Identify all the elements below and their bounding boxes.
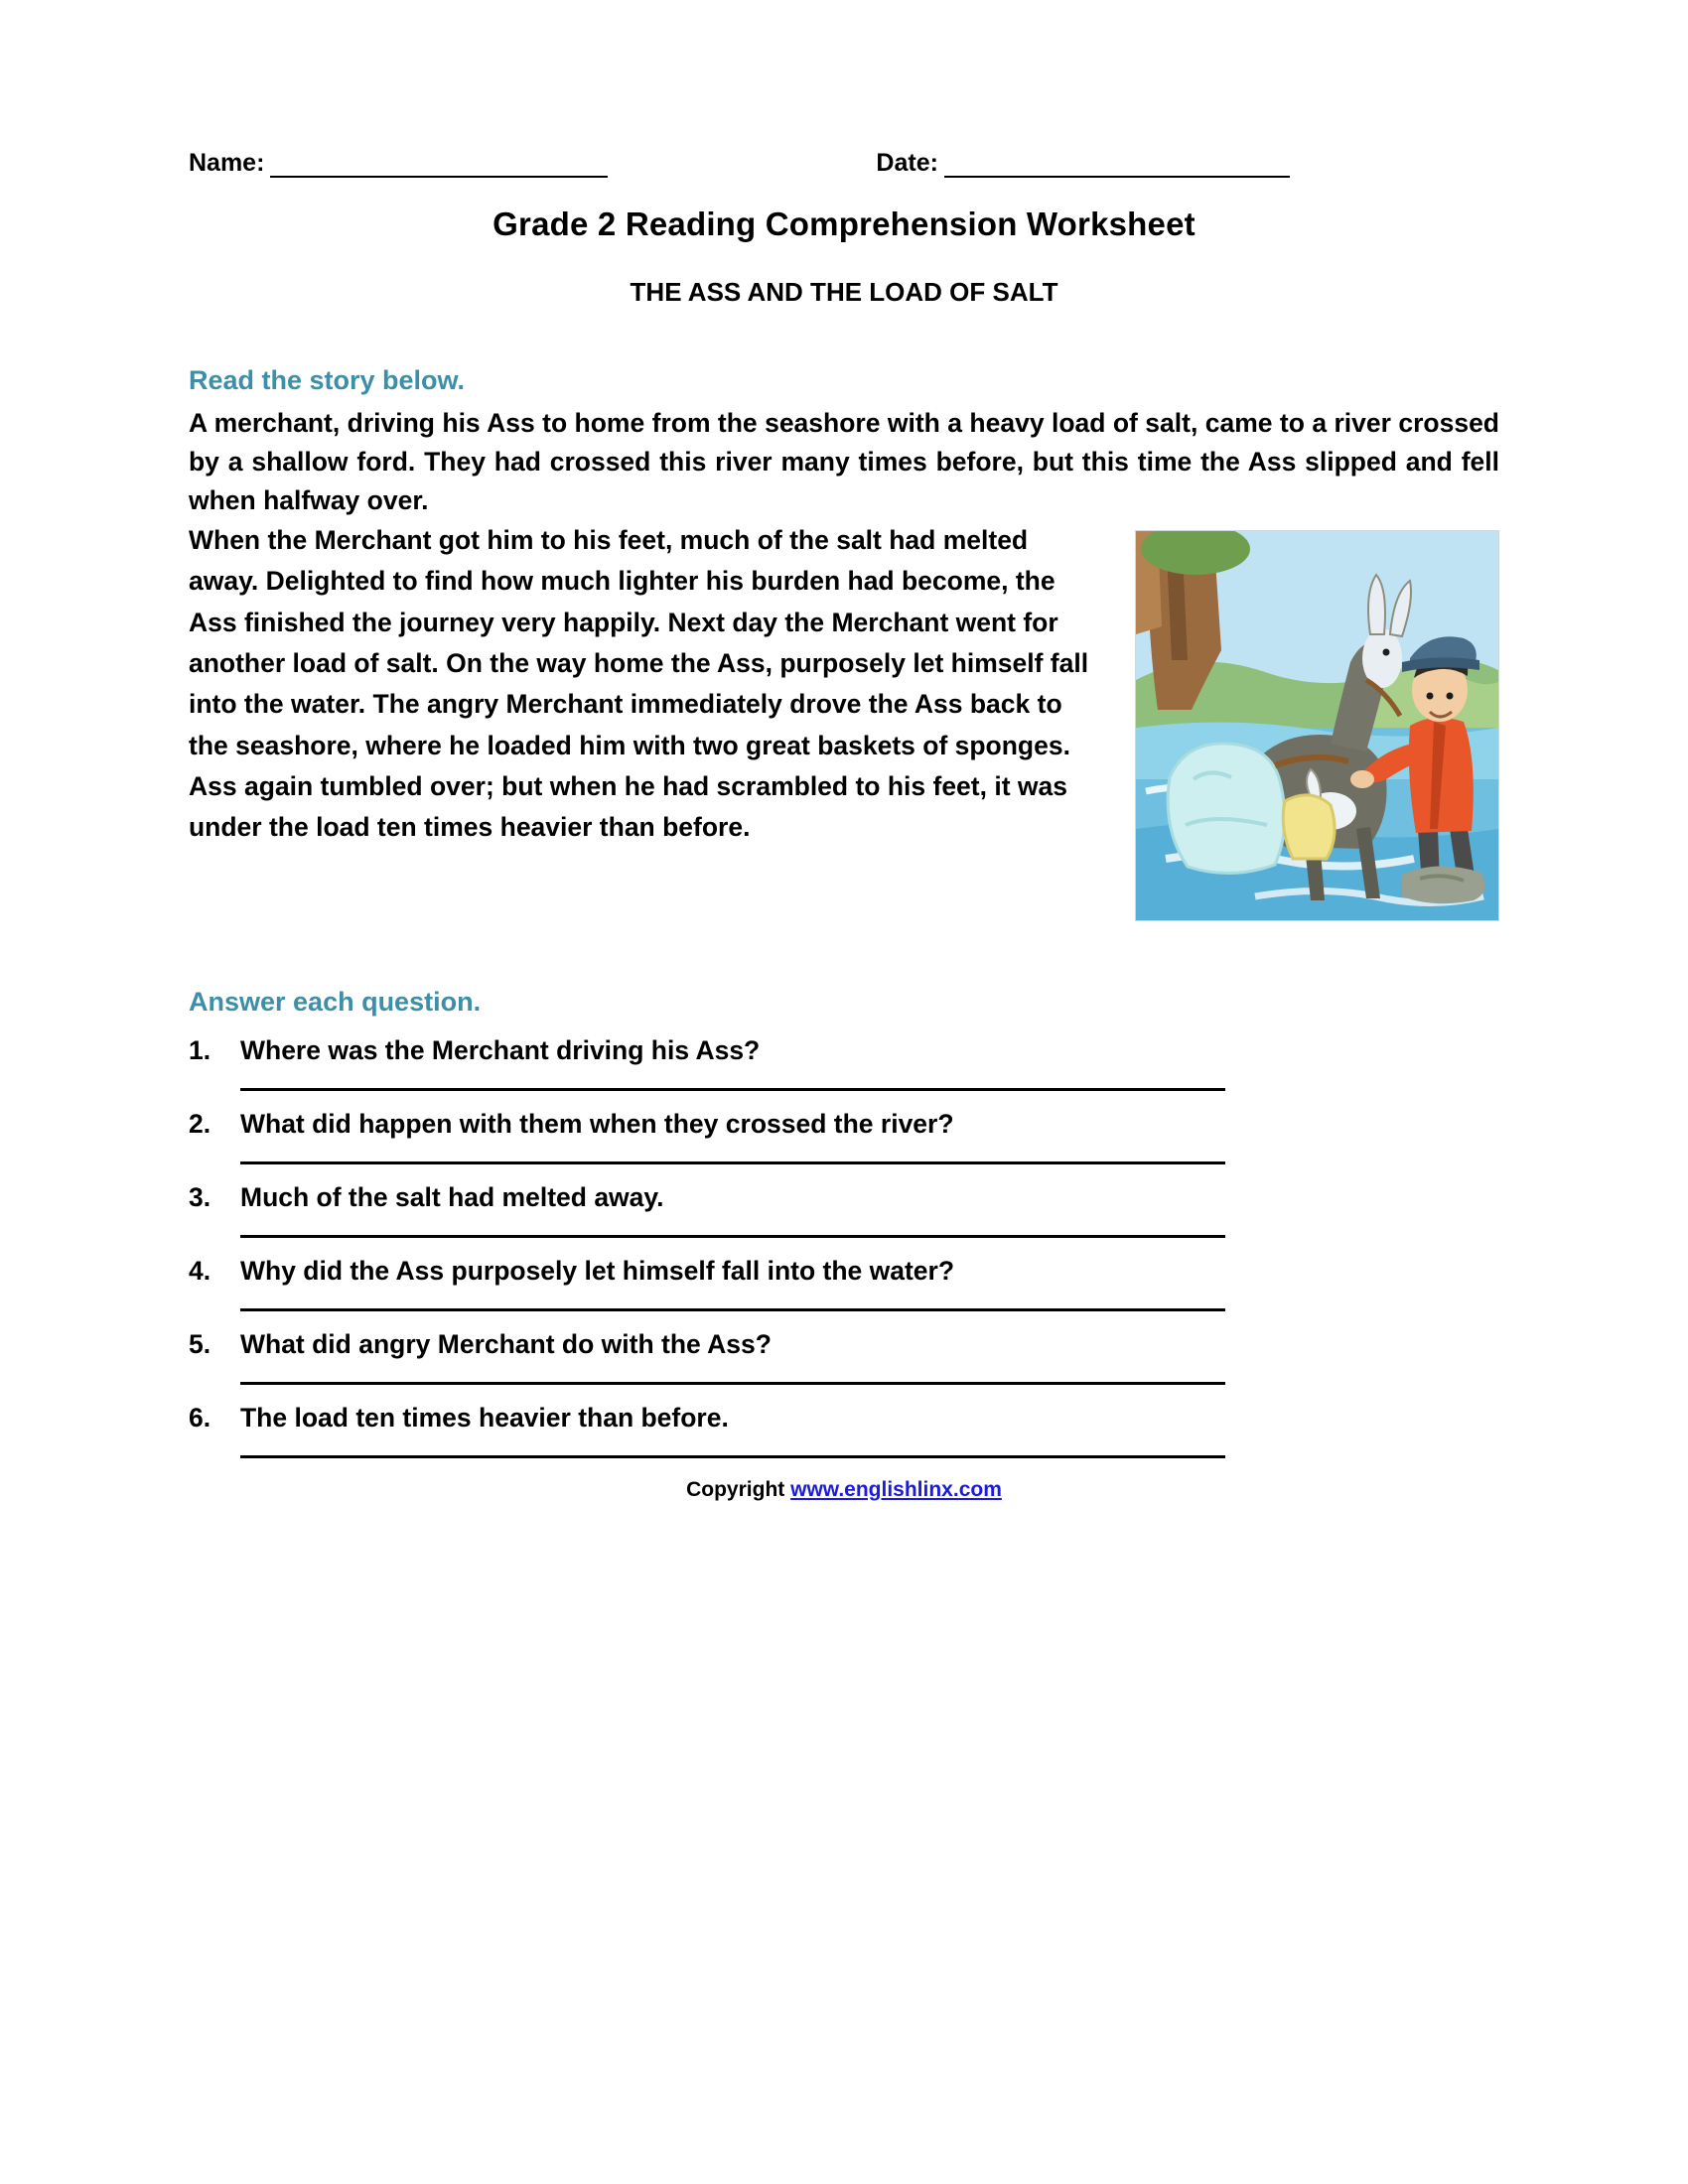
story-with-illustration bbox=[189, 520, 1499, 929]
question-number: 1. bbox=[189, 1034, 211, 1065]
read-story-heading: Read the story below. bbox=[189, 365, 466, 395]
questions-list bbox=[189, 1035, 1499, 1458]
answer-line[interactable] bbox=[240, 1382, 1225, 1385]
answer-line[interactable] bbox=[240, 1235, 1225, 1238]
date-write-in-line[interactable] bbox=[944, 154, 1290, 178]
question-item bbox=[189, 1109, 1499, 1140]
question-item bbox=[189, 1035, 1499, 1066]
page-title: Grade 2 Reading Comprehension Worksheet bbox=[492, 205, 1196, 242]
question-number: 2. bbox=[189, 1108, 211, 1139]
question-text: The load ten times heavier than before. bbox=[240, 1402, 729, 1433]
name-date-row bbox=[189, 149, 1499, 178]
website-link[interactable]: www.englishlinx.com bbox=[790, 1477, 1002, 1501]
question-text: Why did the Ass purposely let himself fall into the water? bbox=[240, 1255, 955, 1286]
illustration-artwork bbox=[1136, 531, 1498, 920]
story-paragraph-1: A merchant, driving his Ass to home from the seashore with a heavy load of salt, came to a river crossed by a shallow ford. They had crossed this river many times before, but this time the Ass slipped and fell when halfway over. bbox=[189, 408, 1499, 515]
question-text: What did angry Merchant do with the Ass? bbox=[240, 1328, 772, 1359]
answer-line[interactable] bbox=[240, 1455, 1225, 1458]
question-item bbox=[189, 1329, 1499, 1360]
question-number: 3. bbox=[189, 1181, 211, 1212]
story-block bbox=[189, 404, 1499, 929]
question-number: 5. bbox=[189, 1328, 211, 1359]
question-text: Where was the Merchant driving his Ass? bbox=[240, 1034, 761, 1065]
answer-line[interactable] bbox=[240, 1308, 1225, 1311]
question-text: What did happen with them when they crossed the river? bbox=[240, 1108, 954, 1139]
name-label: Name: bbox=[189, 149, 265, 177]
answer-line[interactable] bbox=[240, 1088, 1225, 1091]
name-write-in-line[interactable] bbox=[270, 154, 608, 178]
answer-line[interactable] bbox=[240, 1161, 1225, 1164]
donkey-and-merchant-in-river-illustration bbox=[1135, 530, 1499, 921]
story-paragraph-2: When the Merchant got him to his feet, much of the salt had melted away. Delighted to find how much lighter his burden had become, the Ass finished the journey very happily. Next day the Merchant went for another load of salt. On the way home the Ass, purposely let himself fall into the water. The angry Merchant immediately drove the Ass back to the seashore, where he loaded him with two great baskets of sponges. Ass again tumbled over; but when he had scrambled to his feet, it was under the load ten times heavier than before. bbox=[189, 524, 1089, 843]
story-title: THE ASS AND THE LOAD OF SALT bbox=[630, 277, 1058, 307]
question-number: 4. bbox=[189, 1255, 211, 1286]
question-item bbox=[189, 1403, 1499, 1433]
question-number: 6. bbox=[189, 1402, 211, 1433]
copyright-text: Copyright bbox=[686, 1477, 791, 1501]
question-item bbox=[189, 1182, 1499, 1213]
footer bbox=[189, 1478, 1499, 1502]
worksheet-content bbox=[189, 149, 1499, 1502]
answer-questions-heading: Answer each question. bbox=[189, 986, 482, 1017]
date-label: Date: bbox=[876, 149, 938, 177]
question-text: Much of the salt had melted away. bbox=[240, 1181, 664, 1212]
question-item bbox=[189, 1256, 1499, 1287]
